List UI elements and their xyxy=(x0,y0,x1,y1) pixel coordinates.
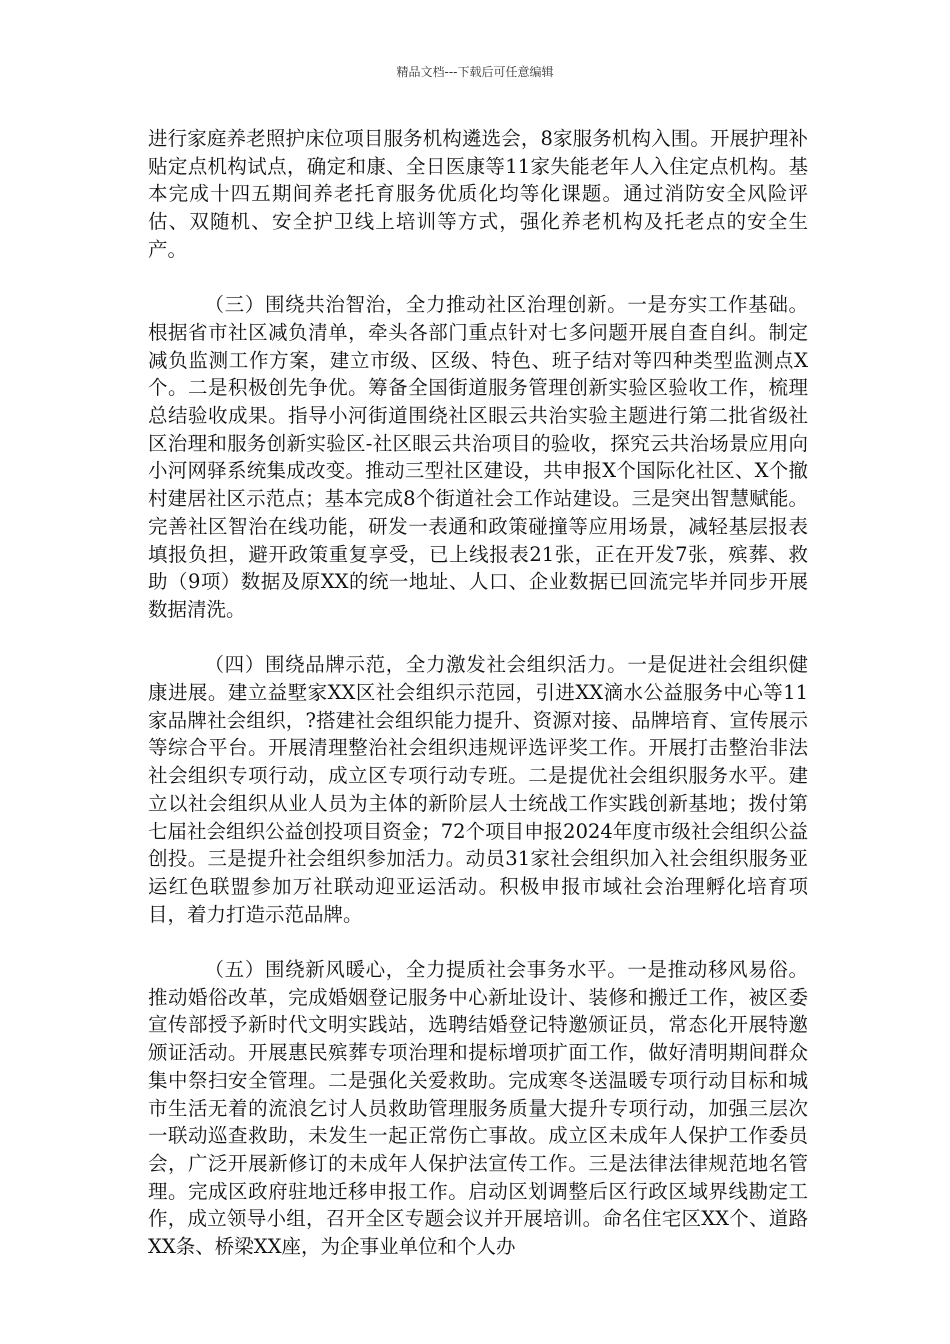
paragraph-4: （五）围绕新风暖心，全力提质社会事务水平。一是推动移风易俗。推动婚俗改革，完成婚姻登记服务中心新址设计、装修和搬迁工作，被区委宣传部授予新时代文明实践站，选聘结婚登记特邀颁证员，常态化开展特邀颁证活动。开展惠民殡葬专项治理和提标增项扩面工作，做好清明期间群众集中祭扫安全管理。二是强化关爱救助。完成寒冬送温暖专项行动目标和城市生活无着的流浪乞讨人员救助管理服务质量大提升专项行动，加强三层次一联动巡查救助，未发生一起正常伤亡事故。成立区未成年人保护工作委员会，广泛开展新修订的未成年人保护法宣传工作。三是法律法律规范地名管理。完成区政府驻地迁移申报工作。启动区划调整后区行政区域界线勘定工作，成立领导小组，召开全区专题会议并开展培训。命名住宅区XX个、道路XX条、桥梁XX座，为企事业单位和个人办 xyxy=(148,958,808,1259)
page-header: 精品文档---下载后可任意编辑 xyxy=(396,65,554,79)
paragraph-1: 进行家庭养老照护床位项目服务机构遴选会，8家服务机构入围。开展护理补贴定点机构试点，确定和康、全日医康等11家失能老年人入住定点机构。基本完成十四五期间养老托育服务优质化均等化课题。通过消防安全风险评估、双随机、安全护卫线上培训等方式，强化养老机构及托老点的安全生产。 xyxy=(148,127,808,261)
paragraph-3: （四）围绕品牌示范，全力激发社会组织活力。一是促进社会组织健康进展。建立益墅家XX区社会组织示范园，引进XX滴水公益服务中心等11家品牌社会组织，?搭建社会组织能力提升、资源对接、品牌培育、宣传展示等综合平台。开展清理整治社会组织违规评选评奖工作。开展打击整治非法社会组织专项行动，成立区专项行动专班。二是提优社会组织服务水平。建立以社会组织从业人员为主体的新阶层人士统战工作实践创新基地；拨付第七届社会组织公益创投项目资金；72个项目申报2024年度市级社会组织公益创投。三是提升社会组织参加活力。动员31家社会组织加入社会组织服务亚运红色联盟参加万社联动迎亚运活动。积极申报市域社会治理孵化培育项目，着力打造示范品牌。 xyxy=(148,653,808,926)
document-body xyxy=(148,125,808,1261)
paragraph-2: （三）围绕共治智治，全力推动社区治理创新。一是夯实工作基础。根据省市社区减负清单，牵头各部门重点针对七多问题开展自查自纠。制定减负监测工作方案，建立市级、区级、特色、班子结对等四种类型监测点X个。二是积极创先争优。筹备全国街道服务管理创新实验区验收工作，梳理总结验收成果。指导小河街道围绕社区眼云共治实验主题进行第二批省级社区治理和服务创新实验区-社区眼云共治项目的验收，探究云共治场景应用向小河网驿系统集成改变。推动三型社区建设，共申报X个国际化社区、X个撤村建居社区示范点；基本完成8个街道社会工作站建设。三是突出智慧赋能。完善社区智治在线功能，研发一表通和政策碰撞等应用场景，减轻基层报表填报负担，避开政策重复享受，已上线报表21张，正在开发7张，殡葬、救助（9项）数据及原XX的统一地址、人口、企业数据已回流完毕并同步开展数据清洗。 xyxy=(148,293,808,621)
